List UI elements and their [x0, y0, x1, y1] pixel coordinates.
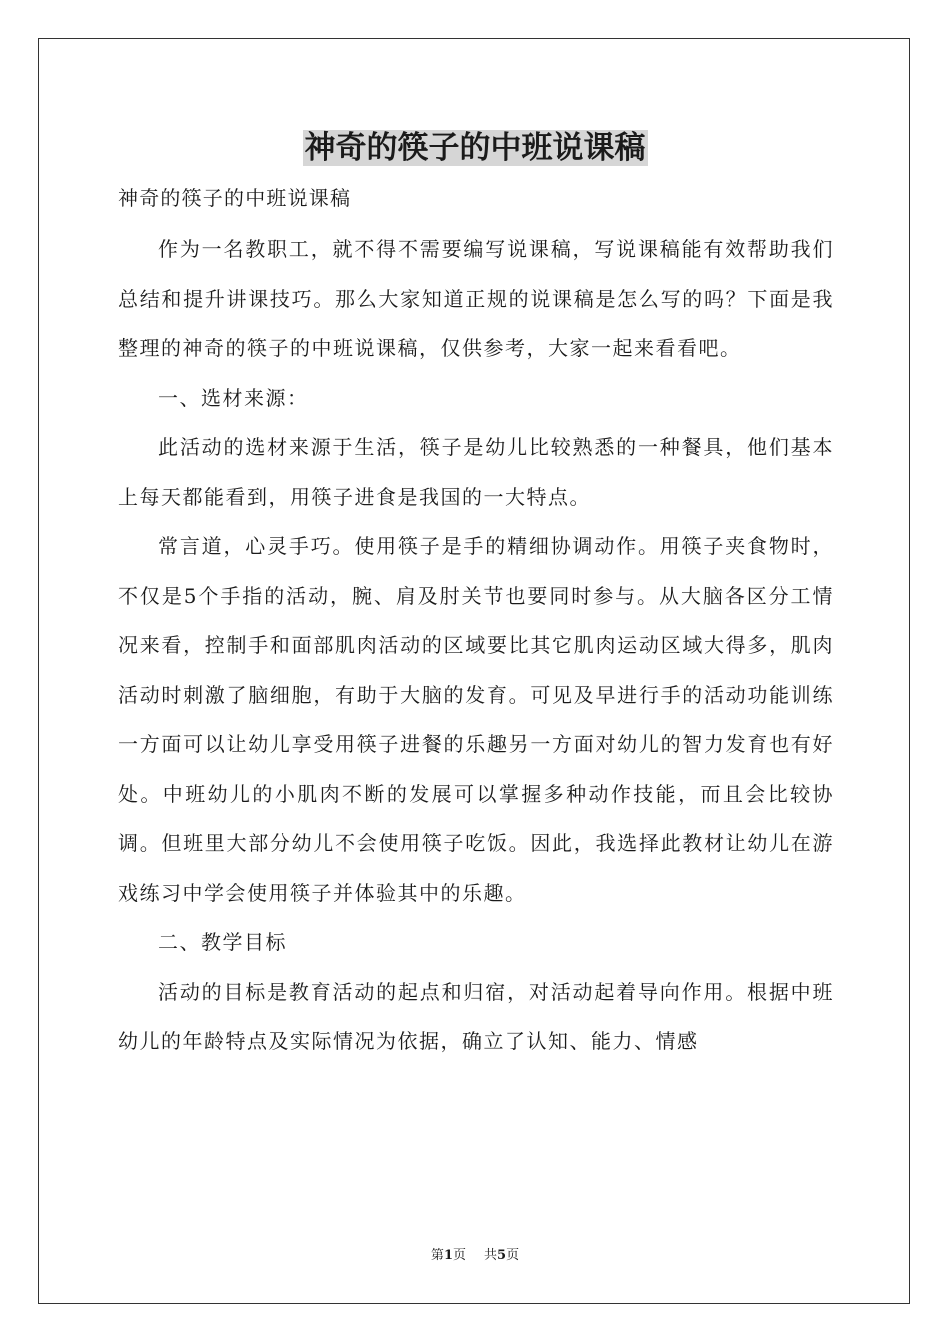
total-suffix: 页	[506, 1248, 520, 1263]
section-heading-material-source: 一、选材来源：	[158, 385, 309, 410]
document-body	[118, 176, 834, 1067]
document-title	[0, 126, 950, 170]
page-footer	[0, 1247, 950, 1265]
page-prefix: 第	[430, 1248, 444, 1263]
page-suffix: 页	[452, 1248, 466, 1263]
paragraph-hand-skills: 常言道，心灵手巧。使用筷子是手的精细协调动作。用筷子夹食物时，不仅是5个手指的活动，腕、肩及肘关节也要同时参与。从大脑各区分工情况来看，控制手和面部肌肉活动的区域要比其它肌肉运动区域大得多，肌肉活动时刺激了脑细胞，有助于大脑的发育。可见及早进行手的活动功能训练一方面可以让幼儿享受用筷子进餐的乐趣另一方面对幼儿的智力发育也有好处。中班幼儿的小肌肉不断的发展可以掌握多种动作技能，而且会比较协调。但班里大部分幼儿不会使用筷子吃饭。因此，我选择此教材让幼儿在游戏练习中学会使用筷子并体验其中的乐趣。	[118, 534, 834, 905]
document-title-text: 神奇的筷子的中班说课稿	[304, 130, 646, 166]
page-total-number: 5	[497, 1248, 507, 1263]
paragraph-teaching-goals: 活动的目标是教育活动的起点和归宿，对活动起着导向作用。根据中班幼儿的年龄特点及实际情况为依据，确立了认知、能力、情感	[118, 979, 834, 1053]
section-heading-teaching-goals: 二、教学目标	[158, 930, 287, 954]
page-current-number: 1	[443, 1248, 453, 1263]
total-prefix: 共	[484, 1248, 498, 1263]
paragraph-material-source: 此活动的选材来源于生活，筷子是幼儿比较熟悉的一种餐具，他们基本上每天都能看到，用筷子进食是我国的一大特点。	[118, 435, 834, 509]
document-subtitle: 神奇的筷子的中班说课稿	[118, 186, 352, 210]
paragraph-intro: 作为一名教职工，就不得不需要编写说课稿，写说课稿能有效帮助我们总结和提升讲课技巧。那么大家知道正规的说课稿是怎么写的吗？下面是我整理的神奇的筷子的中班说课稿，仅供参考，大家一起来看看吧。	[118, 237, 834, 360]
